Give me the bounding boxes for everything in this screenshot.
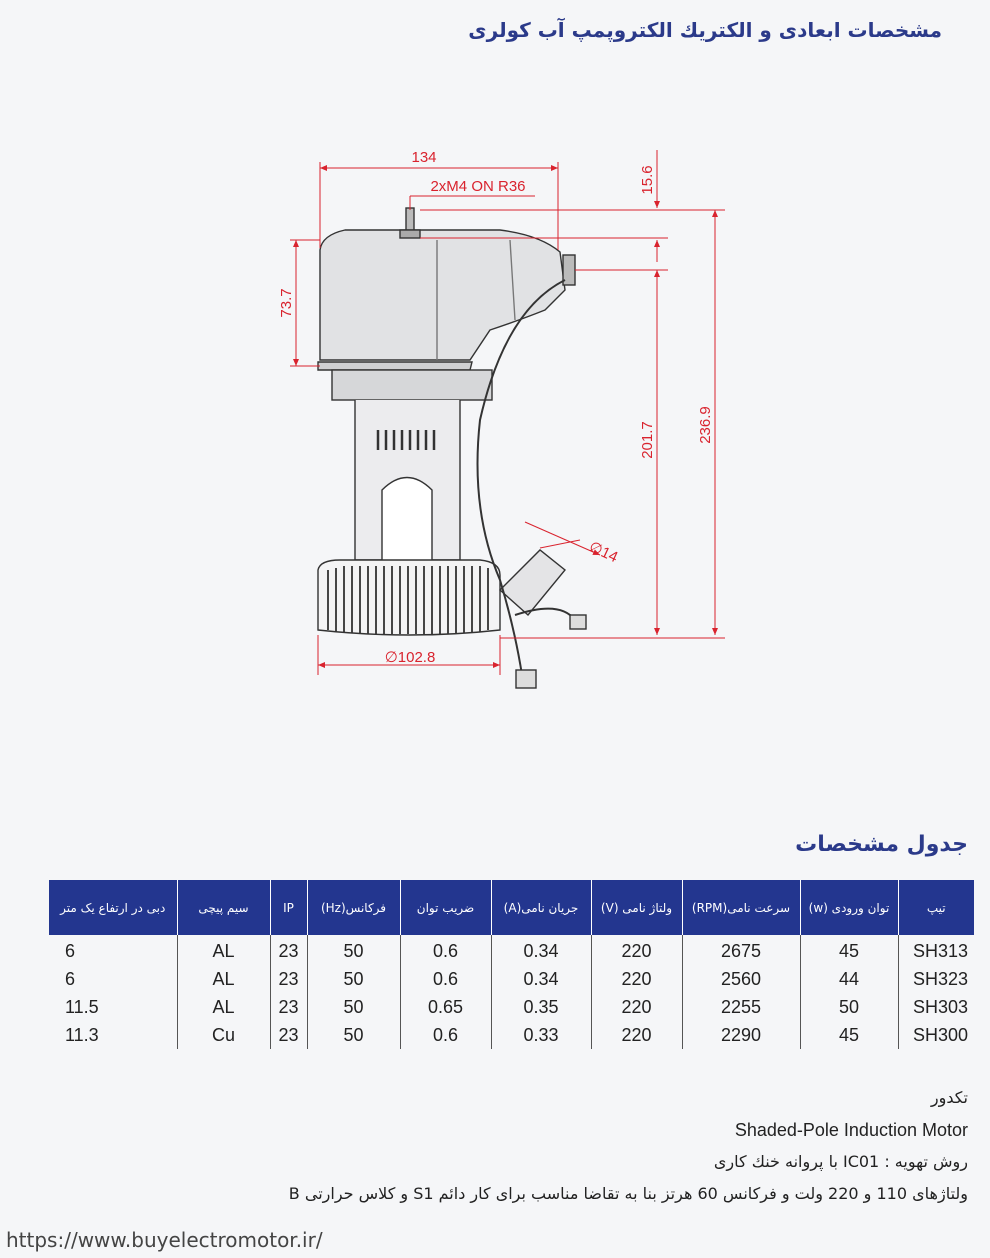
cell-winding: Cu [177,1021,270,1049]
table-row [49,1021,974,1049]
cell-power-factor: 0.6 [400,1021,491,1049]
cell-frequency: 50 [307,1021,400,1049]
dim-top-offset: 15.6 [639,165,656,195]
cell-rated-current: 0.34 [491,935,591,965]
col-header-frequency: فرکانس(Hz) [307,880,400,935]
table-title: جدول مشخصات [795,832,968,857]
cell-rated-current: 0.33 [491,1021,591,1049]
cell-rated-speed: 2290 [682,1021,800,1049]
cell-input-power: 44 [800,965,898,993]
col-header-rated-voltage: ولتاژ نامی (V) [591,880,682,935]
cell-frequency: 50 [307,935,400,965]
page-title: مشخصات ابعادی و الکتریك الکتروپمپ آب کولری [468,18,942,42]
cell-input-power: 45 [800,935,898,965]
cell-rated-speed: 2560 [682,965,800,993]
note-cooling: روش تهویه : IC01 با پروانه خنك کاری [713,1152,968,1171]
cell-rated-voltage: 220 [591,965,682,993]
pump-dimension-drawing [0,130,990,710]
dim-motor-height: 73.7 [278,288,295,318]
cell-ip: 23 [270,935,307,965]
cell-rated-current: 0.35 [491,993,591,1021]
col-header-rated-speed: سرعت نامی(RPM) [682,880,800,935]
cell-ip: 23 [270,965,307,993]
dim-total-height: 236.9 [697,406,714,444]
cell-type: SH323 [898,965,974,993]
col-header-winding: سیم پیچی [177,880,270,935]
cell-flow: 6 [65,941,76,961]
spec-table [49,880,974,1049]
table-row [49,935,974,965]
cell-frequency: 50 [307,965,400,993]
dim-outlet-dia: ∅14 [586,538,621,567]
col-header-ip: IP [270,880,307,935]
cell-type: SH303 [898,993,974,1021]
notes [289,1082,968,1210]
cell-winding: AL [177,993,270,1021]
cell-ip: 23 [270,993,307,1021]
cell-flow: 6 [65,969,76,989]
cell-rated-voltage: 220 [591,935,682,965]
cell-rated-speed: 2675 [682,935,800,965]
cell-flow: 11.3 [65,1025,99,1045]
col-header-flow: دبی در ارتفاع یک متر [49,880,177,935]
cell-winding: AL [177,965,270,993]
cell-flow: 11.5 [65,997,99,1017]
table-header-row [49,880,974,935]
cell-power-factor: 0.6 [400,935,491,965]
col-header-rated-current: جریان نامی(A) [491,880,591,935]
cell-frequency: 50 [307,993,400,1021]
dim-width-top: 134 [411,149,437,166]
dim-body-height: 201.7 [639,421,656,459]
cell-power-factor: 0.65 [400,993,491,1021]
cell-type: SH313 [898,935,974,965]
note-motor-type: Shaded-Pole Induction Motor [734,1120,968,1140]
pump-illustration [318,208,586,688]
cell-rated-voltage: 220 [591,993,682,1021]
note-voltage: ولتاژهای 110 و 220 ولت و فرکانس 60 هرتز بنا به تقاضا مناسب برای کار دائم S1 و کلاس حرارتی B [288,1184,968,1203]
col-header-power-factor: ضریب توان [400,880,491,935]
cell-ip: 23 [270,1021,307,1049]
dim-mount: 2xM4 ON R36 [430,178,526,195]
cell-power-factor: 0.6 [400,965,491,993]
cell-input-power: 45 [800,1021,898,1049]
cell-input-power: 50 [800,993,898,1021]
cell-rated-speed: 2255 [682,993,800,1021]
note-phase: تکدور [930,1088,968,1107]
cell-rated-voltage: 220 [591,1021,682,1049]
table-row [49,993,974,1021]
col-header-type: تیپ [898,880,974,935]
table-row [49,965,974,993]
dim-base-dia: ∅102.8 [384,649,436,666]
cell-type: SH300 [898,1021,974,1049]
cell-rated-current: 0.34 [491,965,591,993]
cell-winding: AL [177,935,270,965]
footer-url[interactable]: https://www.buyelectromotor.ir/ [6,1228,323,1252]
col-header-input-power: توان ورودی (w) [800,880,898,935]
